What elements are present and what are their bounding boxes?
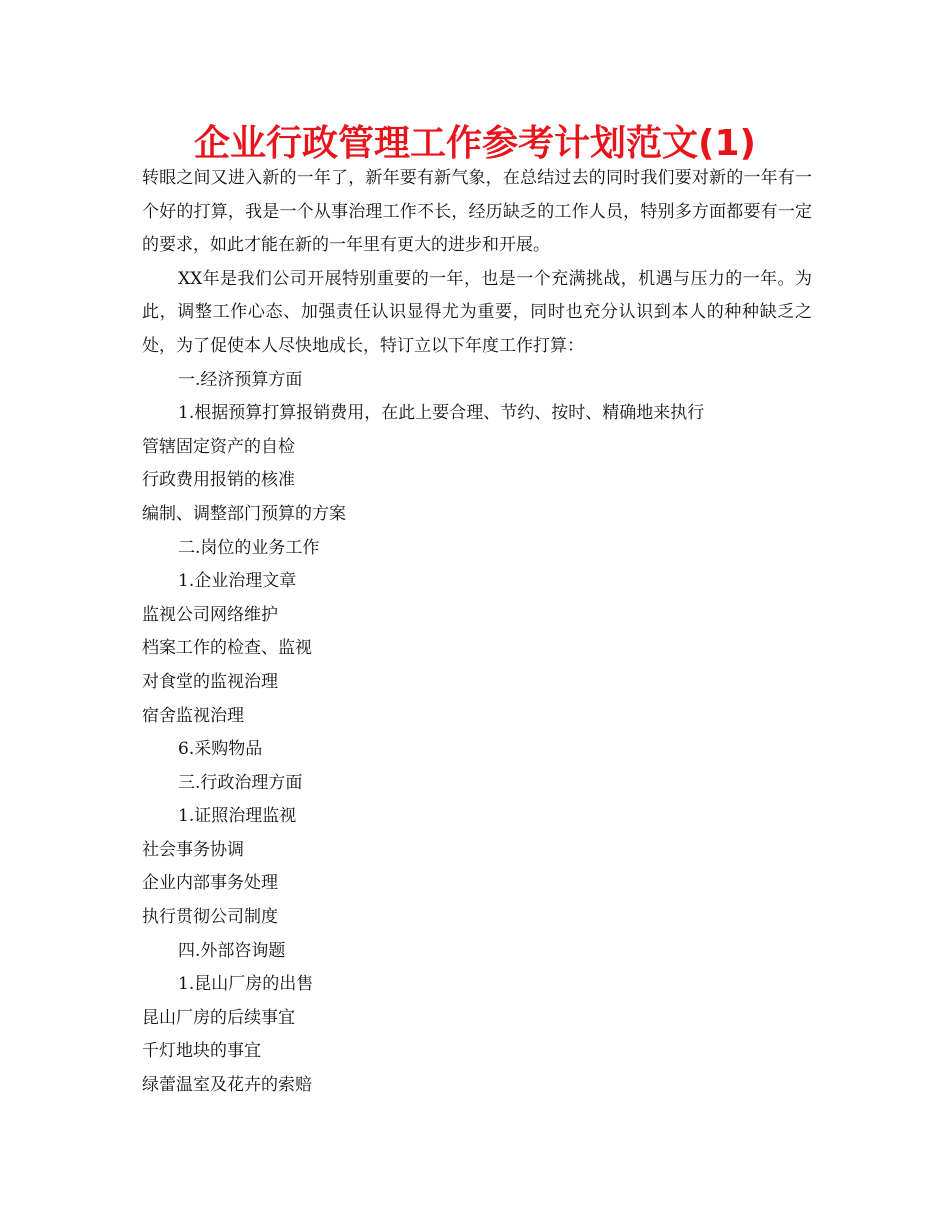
- plan-item-line: 行政费用报销的核准: [142, 470, 295, 491]
- plan-item-line: 企业内部事务处理: [142, 873, 278, 894]
- plan-item-line: 执行贯彻公司制度: [142, 907, 278, 928]
- plan-item-line: 编制、调整部门预算的方案: [142, 503, 346, 524]
- plan-heading-line: 1.昆山厂房的出售: [178, 974, 314, 995]
- document-body: [142, 162, 812, 1103]
- plan-item-line: 昆山厂房的后续事宜: [142, 1007, 295, 1028]
- document-title: 企业行政管理工作参考计划范文(1): [194, 123, 756, 164]
- plan-heading-line: 一.经济预算方面: [178, 369, 303, 390]
- plan-heading-line: 6.采购物品: [178, 739, 263, 760]
- plan-item-line: 宿舍监视治理: [142, 705, 244, 726]
- plan-item-line: 档案工作的检查、监视: [142, 638, 312, 659]
- plan-item-line: 社会事务协调: [142, 839, 244, 860]
- plan-list: [142, 364, 812, 1103]
- plan-heading-line: 四.外部咨询题: [178, 940, 286, 961]
- plan-heading-line: 1.证照治理监视: [178, 806, 297, 827]
- plan-item-line: 千灯地块的事宜: [142, 1041, 261, 1062]
- plan-heading-line: 三.行政治理方面: [178, 772, 303, 793]
- plan-heading-line: 1.根据预算打算报销费用，在此上要合理、节约、按时、精确地来执行: [178, 403, 705, 424]
- plan-heading-line: 1.企业治理文章: [178, 571, 297, 592]
- plan-item-line: 管辖固定资产的自检: [142, 436, 295, 457]
- plan-item-line: 绿蕾温室及花卉的索赔: [142, 1075, 312, 1096]
- intro-paragraph: 转眼之间又进入新的一年了，新年要有新气象，在总结过去的同时我们要对新的一年有一个好的打算，我是一个从事治理工作不长，经历缺乏的工作人员，特别多方面都要有一定的要求，如此才能在新的一年里有更大的进步和开展。: [142, 168, 812, 256]
- plan-item-line: 监视公司网络维护: [142, 604, 278, 625]
- context-paragraph: XX年是我们公司开展特别重要的一年，也是一个充满挑战，机遇与压力的一年。为此，调整工作心态、加强责任认识显得尤为重要，同时也充分认识到本人的种种缺乏之处，为了促使本人尽快地成长，特订立以下年度工作打算：: [142, 268, 812, 356]
- plan-item-line: 对食堂的监视治理: [142, 671, 278, 692]
- plan-heading-line: 二.岗位的业务工作: [178, 537, 320, 558]
